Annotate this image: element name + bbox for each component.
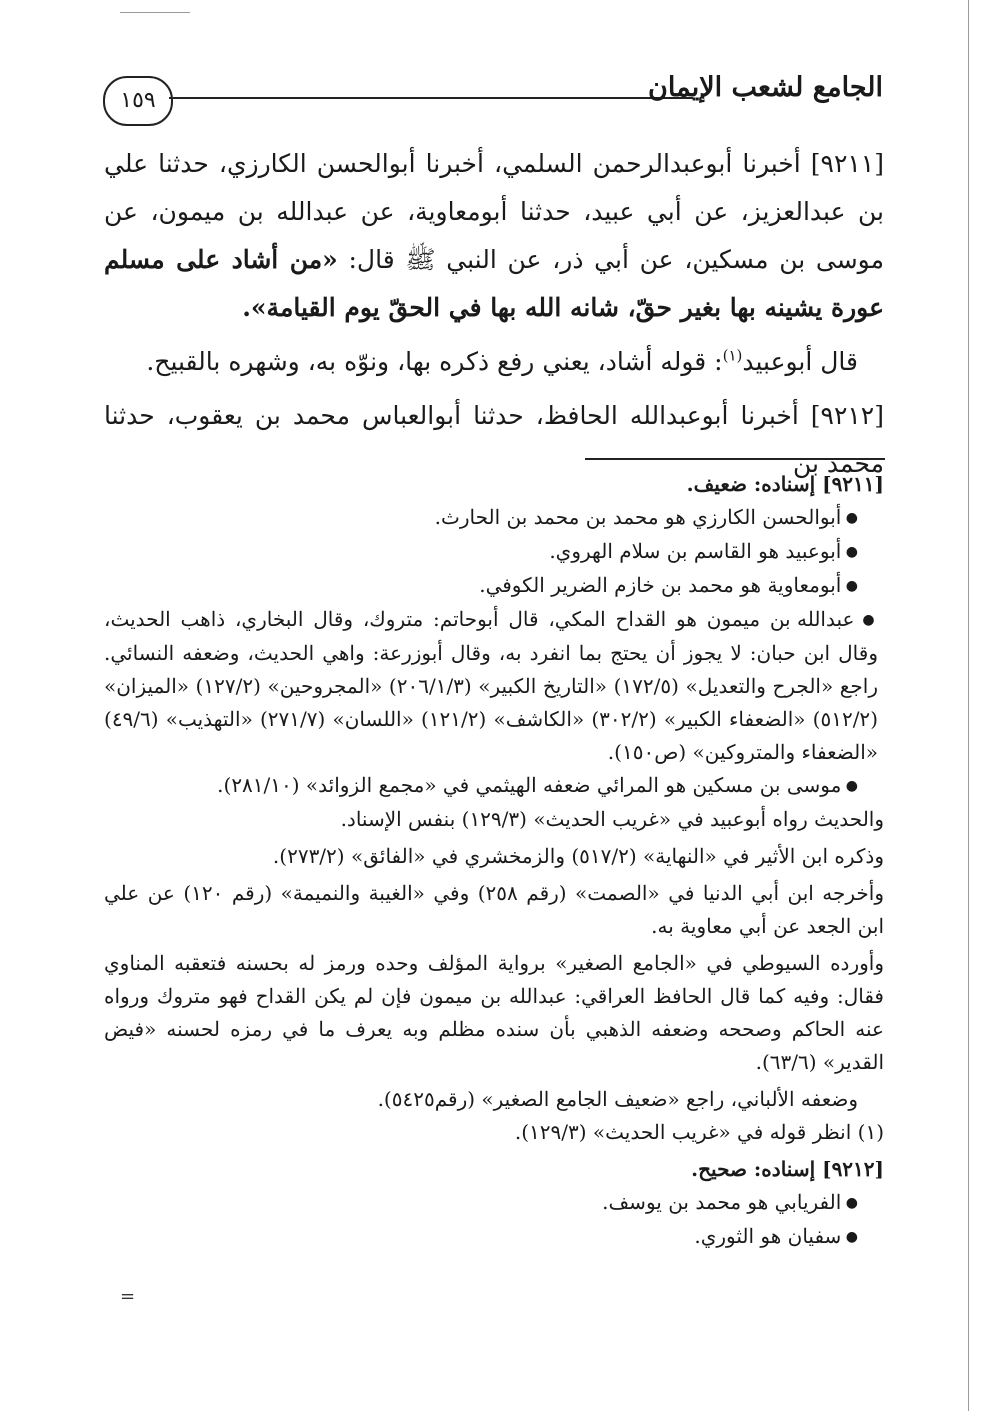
hadith-9211-chain: [٩٢١١] أخبرنا أبوعبدالرحمن السلمي، أخبرنا أبوالحسن الكارزي، حدثنا علي بن عبدالعزيز، عن أبي عبيد، حدثنا أبومعاوية، عن عبدالله بن ميمون، عن موسى بن مسكين، عن أبي ذر، عن النبي ﷺ قال:: [104, 149, 884, 274]
page-number: ١٥٩: [103, 76, 173, 126]
note-9212-bullet-1: ● الفريابي هو محمد بن يوسف.: [104, 1186, 884, 1220]
note-9211-bullet-2: ● أبوعبيد هو القاسم بن سلام الهروي.: [104, 535, 884, 569]
scan-edge-line: [968, 0, 969, 1411]
comment-text: : قوله أشاد، يعني رفع ذكره بها، ونوّه به، وشهره بالقبيح.: [146, 347, 723, 376]
note-9211-bullet-1: ● أبوالحسن الكارزي هو محمد بن محمد بن الحارث.: [104, 501, 884, 535]
note-9212-heading: [٩٢١٢] إسناده: صحيح.: [691, 1157, 884, 1181]
comment-lead: قال أبوعبيد: [742, 347, 858, 376]
footnote-rule: [585, 458, 885, 460]
note-9211-para-1: والحديث رواه أبوعبيد في «غريب الحديث» (١٢٩/٣) بنفس الإسناد.: [340, 807, 884, 831]
header-rule: [169, 97, 693, 99]
hadith-9211-matn: «من أشاد على مسلم عورة يشينه بها بغير حقّ، شانه الله بها في الحقّ يوم القيامة».: [104, 245, 884, 322]
note-9211-bullet-4: ● عبدالله بن ميمون هو القداح المكي، قال أبوحاتم: متروك، وقال البخاري، ذاهب الحديث، وقال ابن حبان: لا يجوز أن يحتج بما انفرد به، وقال أبوزرعة: واهي الحديث، وضعفه النسائي. راجع «الجرح والتعديل» (١٧٢/٥) «التاريخ الكبير» (٢٠٦/١/٣) «المجروحين» (١٢٧/٢) «الميزان» (٥١٢/٢) «الضعفاء الكبير» (٣٠٢/٢) «الكاشف» (١٢١/٢) «اللسان» (٢٧١/٧) «التهذيب» (٤٩/٦) «الضعفاء والمتروكين» (ص١٥٠).: [104, 603, 884, 769]
footnote-1: (١) انظر قوله في «غريب الحديث» (١٢٩/٣).: [514, 1120, 884, 1144]
hadith-9211: [104, 140, 884, 332]
main-text: [104, 140, 884, 488]
running-title: الجامع لشعب الإيمان: [648, 72, 883, 103]
note-9211-bullet-5: ● موسى بن مسكين هو المرائي ضعفه الهيثمي في «مجمع الزوائد» (٢٨١/١٠).: [104, 769, 884, 803]
note-9211-bullet-3: ● أبومعاوية هو محمد بن خازم الضرير الكوفي.: [104, 569, 884, 603]
note-9211-heading: [٩٢١١] إسناده: ضعيف.: [686, 472, 884, 496]
note-9211-para-3: وأخرجه ابن أبي الدنيا في «الصمت» (رقم ٢٥٨) وفي «الغيبة والنميمة» (رقم ١٢٠) عن علي ابن الجعد عن أبي معاوية به.: [104, 881, 884, 938]
abu-ubaid-comment: [104, 338, 884, 386]
hadith-9212: [٩٢١٢] أخبرنا أبوعبدالله الحافظ، حدثنا أبوالعباس محمد بن يعقوب، حدثنا محمد بن: [104, 401, 884, 478]
footnote-marker: (١): [722, 346, 743, 365]
footnotes: [104, 468, 884, 1254]
note-9212-bullet-2: ● سفيان هو الثوري.: [104, 1220, 884, 1254]
scan-top-mark: [120, 12, 190, 13]
note-9211-para-5: وضعفه الألباني، راجع «ضعيف الجامع الصغير» (رقم٥٤٢٥).: [377, 1087, 858, 1111]
continuation-mark: =: [120, 1286, 136, 1307]
note-9211-para-4: وأورده السيوطي في «الجامع الصغير» برواية المؤلف وحده ورمز له بحسنه فتعقبه المناوي فقال: وفيه كما قال الحافظ العراقي: عبدالله بن ميمون فإن لم يكن القداح فهو متروك ورواه عنه الحاكم وصححه وضعفه الذهبي بأن سنده مظلم وبه يعرف ما في رمزه لحسنه «فيض القدير» (٦٣/٦).: [104, 951, 884, 1074]
running-header: [103, 66, 883, 136]
note-9211-para-2: وذكره ابن الأثير في «النهاية» (٥١٧/٢) والزمخشري في «الفائق» (٢٧٣/٢).: [272, 844, 884, 868]
